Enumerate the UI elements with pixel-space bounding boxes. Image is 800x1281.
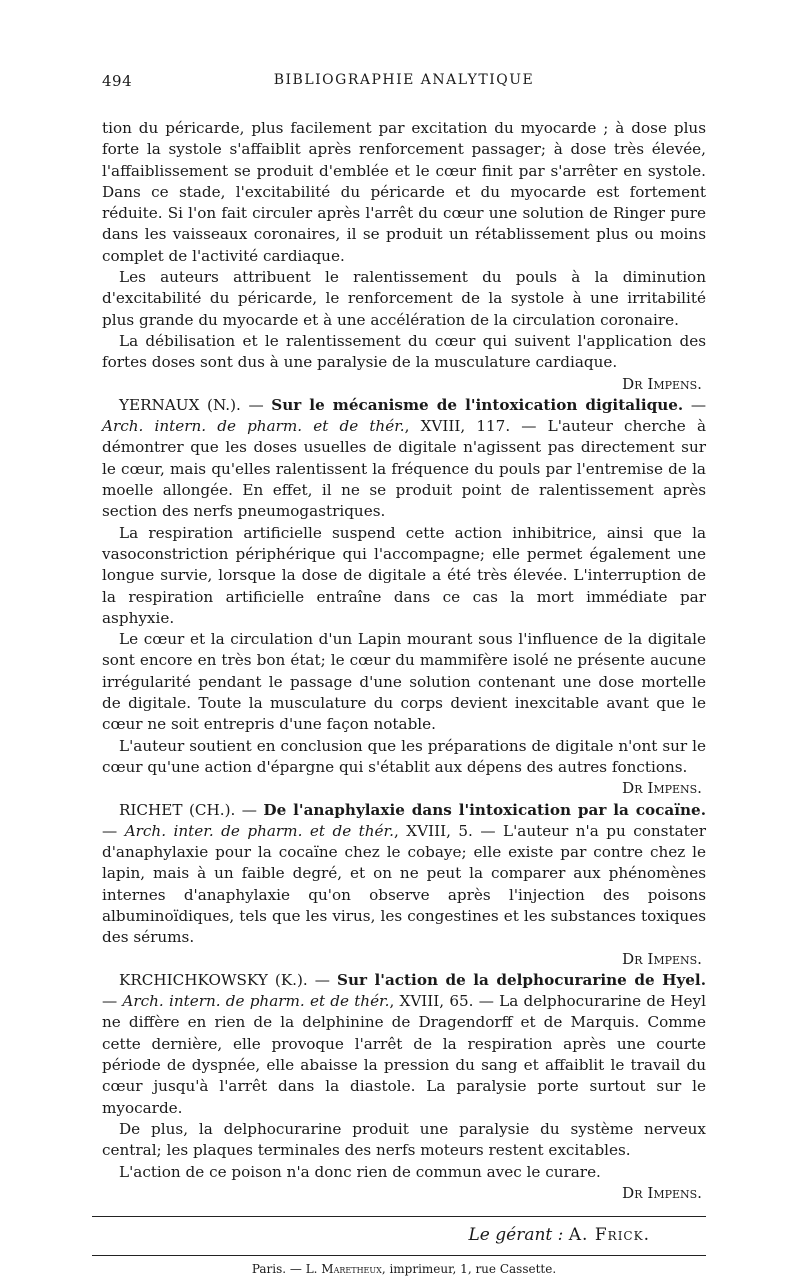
bibliography-entry-richet <box>102 800 706 949</box>
entry-dash: — <box>240 395 272 414</box>
header-title: BIBLIOGRAPHIE ANALYTIQUE <box>273 72 535 88</box>
entry-dash: — <box>235 800 264 819</box>
entry-author: KRCHICHKOWSKY (K.). <box>119 970 308 989</box>
paragraph-continuation: tion du péricarde, plus facilement par excitation du myocarde ; à dose plus forte la systole s'affaiblit après renforcement passager; à dose très élevée, l'affaiblissement se produit d'emblée et le cœur finit par s'arrêter en systole. Dans ce stade, l'excitabilité du péricarde et du myocarde est fortement réduite. Si l'on fait circuler après l'arrêt du cœur une solution de Ringer pure dans les vaisseaux coronaires, il se produit un rétablissement plus ou moins complet de l'activité cardiaque. <box>102 119 706 265</box>
bibliography-entry-krchichkowsky <box>102 970 706 1119</box>
entry-dash: — <box>683 395 707 414</box>
paragraph: Les auteurs attribuent le ralentissement du pouls à la diminution d'excitabilité du péricarde, le renforcement de la systole à une irritabilité plus grande du myocarde et à une accélération de la circulation coronaire. <box>102 268 706 329</box>
document-page <box>102 72 706 1276</box>
paragraph: Le cœur et la circulation d'un Lapin mourant sous l'influence de la digitale sont encore en très bon état; le cœur du mammifère isolé ne présente aucune irrégularité pendant le passage d'une solution contenant une dose mortelle de digitale. Toute la musculature du corps devient inexcitable avant que le cœur ne soit entrepris d'une façon notable. <box>102 630 706 734</box>
reviewer-signature: Dr Impens. <box>622 374 702 393</box>
printer-prefix: Paris. — <box>251 1262 306 1277</box>
reviewer-signature: Dr Impens. <box>622 1183 702 1202</box>
entry-dash: — <box>307 970 338 989</box>
entry-title: Sur le mécanisme de l'intoxication digitalique. <box>271 395 684 414</box>
entry-dash: — <box>102 821 125 840</box>
entry-author: RICHET (CH.). <box>119 800 236 819</box>
printer-name: L. Maretheux, <box>305 1262 386 1277</box>
printer-address: imprimeur, 1, rue Cassette. <box>385 1262 557 1277</box>
manager-line <box>102 1217 706 1255</box>
entry-journal: Arch. intern. de pharm. et de thér. <box>122 992 390 1011</box>
entry-title: De l'anaphylaxie dans l'intoxication par la cocaïne. <box>263 800 707 819</box>
entry-title: Sur l'action de la delphocurarine de Hyel. <box>337 970 706 989</box>
bibliography-entry-yernaux <box>102 395 706 523</box>
divider <box>92 1255 706 1256</box>
entry-text: — L'auteur n'a pu constater d'anaphylaxie pour la cocaïne chez le cobaye; elle existe par contre chez le lapin, mais à un faible degré, et on ne peut la comparer aux phénomènes internes d'anaphylaxie qu'on observe après l'injection des poisons albuminoïdiques, tels que les virus, les congestines et les substances toxiques des sérums. <box>102 821 706 947</box>
manager-label: Le gérant : <box>468 1225 564 1246</box>
running-header <box>102 72 706 94</box>
printer-imprint <box>102 1262 706 1276</box>
entry-author: YERNAUX (N.). <box>119 395 241 414</box>
entry-journal: Arch. intern. de pharm. et de thér. <box>102 417 405 436</box>
paragraph: L'auteur soutient en conclusion que les préparations de digitale n'ont sur le cœur qu'une action d'épargne qui s'établit aux dépens des autres fonctions. <box>102 736 706 776</box>
entry-dash: — <box>102 992 123 1011</box>
page-body <box>102 118 706 1204</box>
paragraph: La débilisation et le ralentissement du cœur qui suivent l'application des fortes doses sont dus à une paralysie de la musculature cardiaque. <box>102 331 706 372</box>
entry-reference: , XVIII, 117. <box>404 417 511 436</box>
page-number: 494 <box>102 72 133 90</box>
entry-journal: Arch. inter. de pharm. et de thér. <box>124 821 394 840</box>
reviewer-signature: Dr Impens. <box>622 949 702 968</box>
paragraph: L'action de ce poison n'a donc rien de commun avec le curare. <box>119 1162 601 1181</box>
entry-text: — L'auteur cherche à démontrer que les doses usuelles de digitale n'agissent pas directement sur le cœur, mais qu'elles ralentissent la fréquence du pouls par l'entremise de la moelle allongée. En effet, il ne se produit point de ralentissement après section des nerfs pneumogastriques. <box>102 417 706 521</box>
reviewer-signature: Dr Impens. <box>622 779 702 798</box>
entry-reference: , XVIII, 65. <box>389 992 474 1011</box>
paragraph: De plus, la delphocurarine produit une paralysie du système nerveux central; les plaques terminales des nerfs moteurs restent excitables. <box>102 1119 706 1160</box>
entry-text: — La delphocurarine de Heyl ne diffère en rien de la delphinine de Dragendorff et de Marquis. Comme cette dernière, elle provoque l'arrêt de la respiration après une courte période de dyspnée, elle abaisse la pression du sang et affaiblit le travail du cœur jusqu'à l'arrêt dans la diastole. La paralysie porte surtout sur le myocarde. <box>102 992 706 1117</box>
paragraph: La respiration artificielle suspend cette action inhibitrice, ainsi que la vasoconstriction périphérique qui l'accompagne; elle permet également une longue survie, lorsque la dose de digitale a été très élevée. L'interruption de la respiration artificielle entraîne dans ce cas la mort immédiate par asphyxie. <box>102 523 706 627</box>
entry-reference: , XVIII, 5. <box>393 821 473 840</box>
manager-name: A. Frick. <box>568 1225 650 1246</box>
